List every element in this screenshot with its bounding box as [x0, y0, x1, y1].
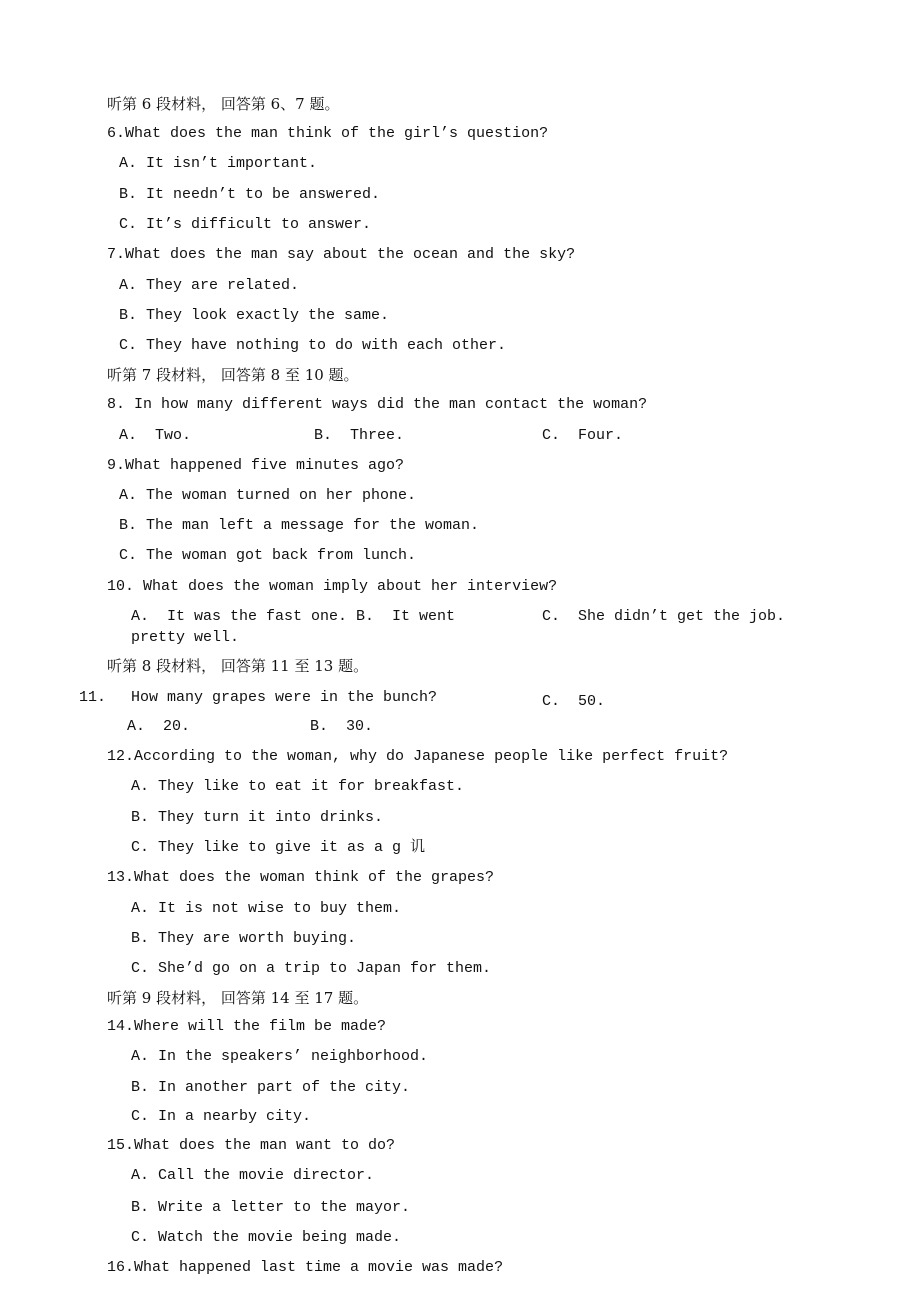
- question-16-stem: 16.What happened last time a movie was made?: [107, 1259, 504, 1276]
- question-13-option-b: B. They are worth buying.: [131, 930, 357, 947]
- question-12-stem: 12.According to the woman, why do Japanese people like perfect fruit?: [107, 748, 729, 765]
- question-15-option-c: C. Watch the movie being made.: [131, 1229, 402, 1246]
- question-12-option-c: C. They like to give it as a g 讥: [131, 839, 426, 856]
- question-14-option-a: A. In the speakers’ neighborhood.: [131, 1048, 429, 1065]
- question-8-option-b: B. Three.: [314, 427, 405, 444]
- question-10-option-a: A. It was the fast one.: [131, 608, 348, 625]
- question-8-stem: 8. In how many different ways did the man contact the woman?: [107, 396, 648, 413]
- question-15-option-b: B. Write a letter to the mayor.: [131, 1199, 411, 1216]
- question-10-option-c: C. She didn’t get the job.: [542, 608, 786, 625]
- question-13-option-a: A. It is not wise to buy them.: [131, 900, 402, 917]
- question-10-stem: 10. What does the woman imply about her interview?: [107, 578, 558, 595]
- question-10-option-b: B. It went: [356, 608, 456, 625]
- question-13-stem: 13.What does the woman think of the grapes?: [107, 869, 495, 886]
- question-9-option-c: C. The woman got back from lunch.: [119, 547, 417, 564]
- question-12-option-a: A. They like to eat it for breakfast.: [131, 778, 465, 795]
- question-6-option-a: A. It isn’t important.: [119, 155, 318, 172]
- question-6-option-c: C. It’s difficult to answer.: [119, 216, 372, 233]
- question-7-stem: 7.What does the man say about the ocean and the sky?: [107, 246, 576, 263]
- question-11-option-a: A. 20.: [127, 718, 191, 735]
- question-14-option-c: C. In a nearby city.: [131, 1108, 312, 1125]
- question-9-option-b: B. The man left a message for the woman.: [119, 517, 480, 534]
- question-14-stem: 14.Where will the film be made?: [107, 1018, 387, 1035]
- question-14-option-b: B. In another part of the city.: [131, 1079, 411, 1096]
- question-7-option-c: C. They have nothing to do with each other.: [119, 337, 507, 354]
- question-15-option-a: A. Call the movie director.: [131, 1167, 375, 1184]
- question-6-stem: 6.What does the man think of the girl’s question?: [107, 125, 549, 142]
- question-7-option-b: B. They look exactly the same.: [119, 307, 390, 324]
- section-heading-8: 听第 8 段材料， 回答第 11 至 13 题。: [107, 657, 369, 675]
- question-8-option-c: C. Four.: [542, 427, 624, 444]
- question-13-option-c: C. She’d go on a trip to Japan for them.: [131, 960, 492, 977]
- question-9-stem: 9.What happened five minutes ago?: [107, 457, 405, 474]
- section-heading-6: 听第 6 段材料， 回答第 6、7 题。: [107, 95, 340, 113]
- section-heading-9: 听第 9 段材料， 回答第 14 至 17 题。: [107, 989, 369, 1007]
- question-8-option-a: A. Two.: [119, 427, 192, 444]
- question-11-number: 11.: [79, 689, 107, 706]
- question-15-stem: 15.What does the man want to do?: [107, 1137, 396, 1154]
- question-11-stem: How many grapes were in the bunch?: [131, 689, 438, 706]
- question-7-option-a: A. They are related.: [119, 277, 300, 294]
- section-heading-7: 听第 7 段材料， 回答第 8 至 10 题。: [107, 366, 359, 384]
- question-9-option-a: A. The woman turned on her phone.: [119, 487, 417, 504]
- question-10-option-b-continued: pretty well.: [131, 629, 240, 646]
- question-11-option-b: B. 30.: [310, 718, 374, 735]
- question-12-option-b: B. They turn it into drinks.: [131, 809, 384, 826]
- question-11-option-c: C. 50.: [542, 693, 606, 710]
- question-6-option-b: B. It needn’t to be answered.: [119, 186, 381, 203]
